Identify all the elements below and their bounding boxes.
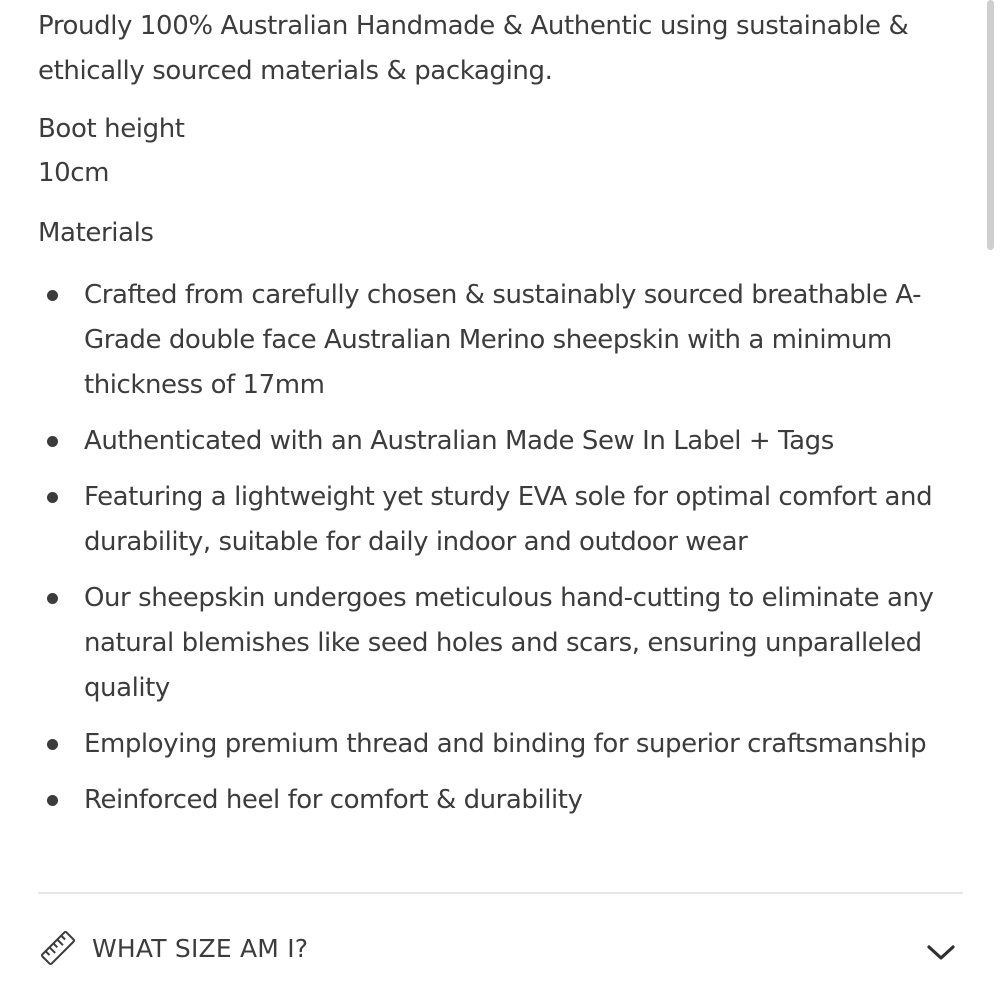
list-item-text: Authenticated with an Australian Made Sew In Label + Tags (84, 426, 834, 456)
materials-heading: Materials (38, 218, 154, 248)
materials-list (38, 273, 963, 823)
list-item-text: Our sheepskin undergoes meticulous hand-cutting to eliminate any natural blemishes like seed holes and scars, ensuring unparalleled quality (84, 583, 934, 703)
list-item-text: Employing premium thread and binding for superior craftsmanship (84, 729, 927, 759)
list-item-text: Reinforced heel for comfort & durability (84, 785, 583, 815)
boot-height-value: 10cm (38, 158, 110, 188)
list-item (38, 722, 963, 767)
chevron-down-icon[interactable] (925, 940, 957, 964)
boot-height-spec (38, 107, 963, 195)
list-item (38, 576, 963, 711)
list-item-text: Crafted from carefully chosen & sustainably sourced breathable A-Grade double face Australian Merino sheepskin with a minimum thickness of 17mm (84, 280, 922, 400)
page-scrollbar[interactable] (987, 0, 994, 250)
bullet-icon (47, 795, 58, 806)
section-divider (38, 892, 963, 894)
bullet-icon (47, 436, 58, 447)
bullet-icon (47, 492, 58, 503)
bullet-icon (47, 593, 58, 604)
size-guide-accordion[interactable] (38, 918, 963, 978)
product-description (38, 0, 963, 834)
list-item (38, 475, 963, 565)
list-item (38, 419, 963, 464)
list-item (38, 778, 963, 823)
intro-text: Proudly 100% Australian Handmade & Authentic using sustainable & ethically sourced materials & packaging. (38, 11, 909, 86)
bullet-icon (47, 739, 58, 750)
list-item-text: Featuring a lightweight yet sturdy EVA sole for optimal comfort and durability, suitable for daily indoor and outdoor wear (84, 482, 933, 557)
list-item (38, 273, 963, 408)
size-guide-title: WHAT SIZE AM I? (92, 933, 309, 963)
ruler-icon (38, 928, 78, 968)
bullet-icon (47, 290, 58, 301)
boot-height-label: Boot height (38, 114, 185, 144)
